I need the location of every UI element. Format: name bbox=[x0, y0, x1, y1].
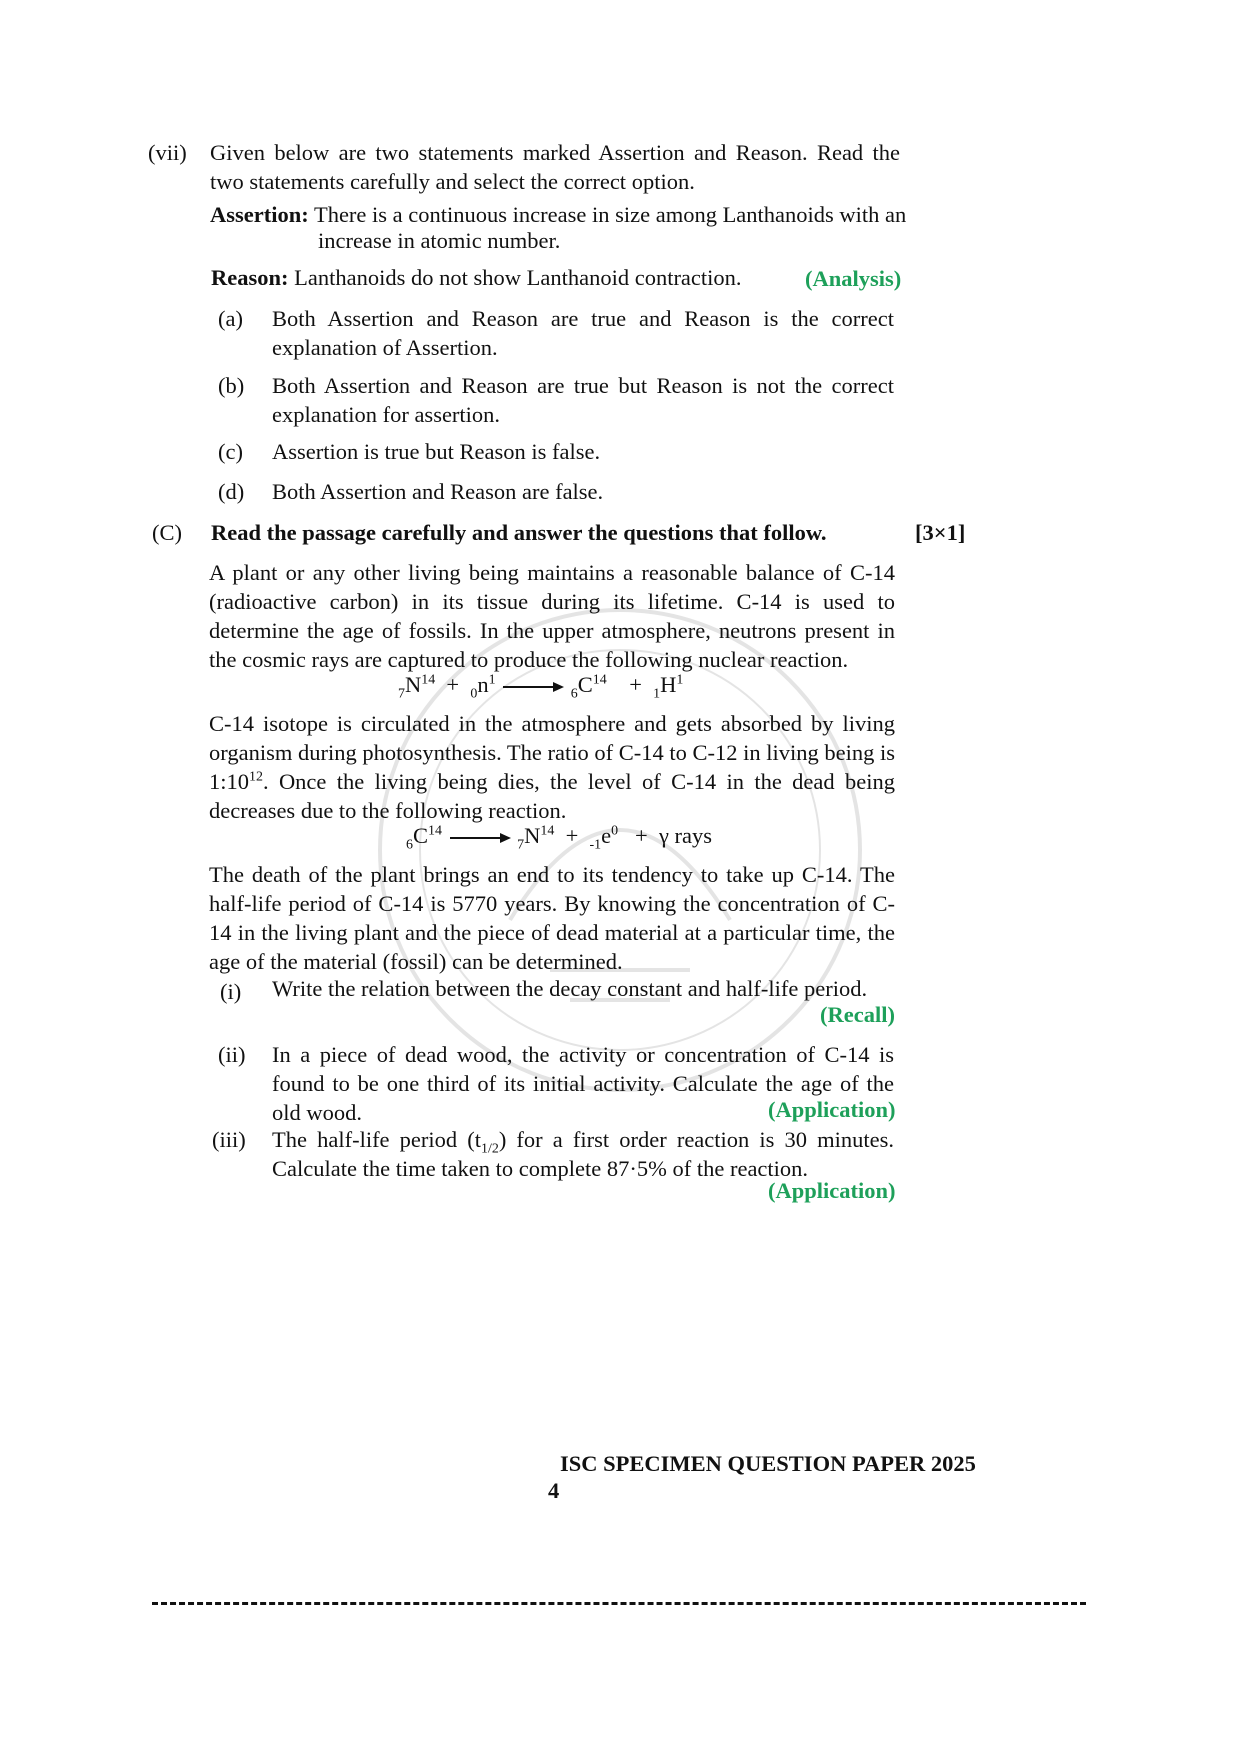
para2-exponent: 12 bbox=[249, 769, 263, 785]
subquestion-text-iii bbox=[272, 1125, 894, 1183]
reason-line bbox=[211, 263, 742, 292]
eq2-c-mass-number: 14 bbox=[427, 823, 442, 839]
nuclear-equation-1 bbox=[398, 672, 684, 702]
eq1-n-atomic-number: 7 bbox=[398, 686, 405, 702]
eq2-c-symbol: C bbox=[412, 823, 428, 848]
assertion-line bbox=[210, 200, 910, 229]
subq3-text-a: The half-life period (t bbox=[272, 1127, 482, 1152]
eq2-n-symbol: N bbox=[524, 823, 541, 848]
section-marks: [3×1] bbox=[915, 520, 966, 545]
eq2-plus: + bbox=[565, 823, 579, 848]
para2-text-a: C-14 isotope is circulated in the atmosphere and gets absorbed by living organism during photosynthesis. The ratio of C-14 to C-12 in living being is 1:10 bbox=[209, 711, 896, 794]
eq2-c-atomic-number: 6 bbox=[406, 837, 413, 853]
subq3-subscript: 1/2 bbox=[481, 1141, 499, 1157]
subquestion-label-iii: (iii) bbox=[212, 1127, 246, 1152]
passage-paragraph-3: The death of the plant brings an end to its tendency to take up C-14. The half-life period of C-14 is 5770 years. By knowing the concentration of C-14 in the living plant and the piece of dead material at a particular time, the age of the material (fossil) can be determined. bbox=[209, 862, 895, 974]
eq1-c-atomic-number: 6 bbox=[570, 686, 578, 702]
option-label-c: (c) bbox=[218, 439, 243, 464]
option-text-a: Both Assertion and Reason are true and Reason is the correct explanation of Assertion. bbox=[272, 306, 894, 360]
eq1-n-mass-number: 14 bbox=[421, 672, 436, 688]
nuclear-equation-2 bbox=[406, 823, 713, 853]
option-text-c: Assertion is true but Reason is false. bbox=[272, 439, 601, 464]
option-text-b: Both Assertion and Reason are true but Reason is not the correct explanation for assertion. bbox=[272, 373, 894, 427]
subquestion-text-ii: In a piece of dead wood, the activity or concentration of C-14 is found to be one third of its initial activity. Calculate the age of the old wood. bbox=[272, 1042, 894, 1125]
eq1-neutron-charge: 0 bbox=[470, 686, 478, 702]
subquestion-text-i: Write the relation between the decay constant and half-life period. bbox=[272, 976, 868, 1001]
assertion-label: Assertion: bbox=[210, 202, 309, 227]
eq1-plus: + bbox=[446, 672, 460, 697]
assertion-text-cont: increase in atomic number. bbox=[318, 228, 561, 253]
eq2-e-charge: -1 bbox=[589, 837, 602, 853]
passage-paragraph-2 bbox=[209, 709, 895, 825]
eq2-n-mass-number: 14 bbox=[540, 823, 555, 839]
option-label-b: (b) bbox=[218, 373, 245, 398]
reaction-arrow-icon bbox=[448, 832, 512, 844]
cognitive-tag-recall: (Recall) bbox=[820, 1002, 895, 1027]
subquestion-label-ii: (ii) bbox=[218, 1042, 246, 1067]
eq1-neutron-symbol: n bbox=[477, 672, 489, 697]
eq1-plus-2: + bbox=[629, 672, 642, 697]
option-label-d: (d) bbox=[218, 479, 245, 504]
question-intro: Given below are two statements marked Assertion and Reason. Read the two statements carefully and select the correct option. bbox=[210, 140, 900, 194]
eq1-neutron-mass: 1 bbox=[488, 672, 496, 688]
passage-paragraph-1: A plant or any other living being maintains a reasonable balance of C-14 (radioactive carbon) in its tissue during its lifetime. C-14 is used to determine the age of fossils. In the upper atmosphere, neutrons present in the cosmic rays are captured to produce the following nuclear reaction. bbox=[209, 560, 895, 672]
eq2-e-symbol: e bbox=[601, 823, 612, 848]
reaction-arrow-icon bbox=[501, 681, 565, 693]
eq1-h-atomic-number: 1 bbox=[653, 686, 661, 702]
footer-title: ISC SPECIMEN QUESTION PAPER 2025 bbox=[560, 1451, 976, 1476]
eq1-h-mass-number: 1 bbox=[676, 672, 684, 688]
eq1-n-symbol: N bbox=[404, 672, 422, 697]
reason-label: Reason: bbox=[211, 265, 289, 290]
subq3-text-b: ) for a first order reaction is 30 minutes. Calculate the time taken to complete 87·5% of the reaction. bbox=[272, 1127, 895, 1181]
eq2-plus-2: + bbox=[635, 823, 648, 848]
option-label-a: (a) bbox=[218, 306, 243, 331]
assertion-text: There is a continuous increase in size among Lanthanoids with an bbox=[313, 202, 907, 227]
subquestion-label-i: (i) bbox=[220, 979, 242, 1004]
cognitive-tag-application-2: (Application) bbox=[768, 1178, 896, 1203]
section-heading: Read the passage carefully and answer the questions that follow. bbox=[211, 520, 827, 545]
eq1-h-symbol: H bbox=[660, 672, 677, 697]
reason-text: Lanthanoids do not show Lanthanoid contraction. bbox=[294, 265, 742, 290]
eq2-n-atomic-number: 7 bbox=[517, 837, 525, 853]
option-text-d: Both Assertion and Reason are false. bbox=[272, 479, 604, 504]
eq1-c-mass-number: 14 bbox=[592, 672, 607, 688]
cognitive-tag-analysis: (Analysis) bbox=[805, 266, 902, 291]
question-number: (vii) bbox=[148, 140, 187, 165]
page-number: 4 bbox=[548, 1478, 560, 1503]
eq1-c-symbol: C bbox=[577, 672, 593, 697]
cognitive-tag-application: (Application) bbox=[768, 1097, 896, 1122]
footer-divider bbox=[152, 1602, 1086, 1605]
eq2-e-mass: 0 bbox=[611, 823, 619, 839]
para2-text-b: . Once the living being dies, the level of C-14 in the dead being decreases due to the following reaction. bbox=[209, 769, 895, 823]
eq2-gamma-rays: γ rays bbox=[658, 823, 713, 848]
section-label: (C) bbox=[152, 520, 182, 545]
